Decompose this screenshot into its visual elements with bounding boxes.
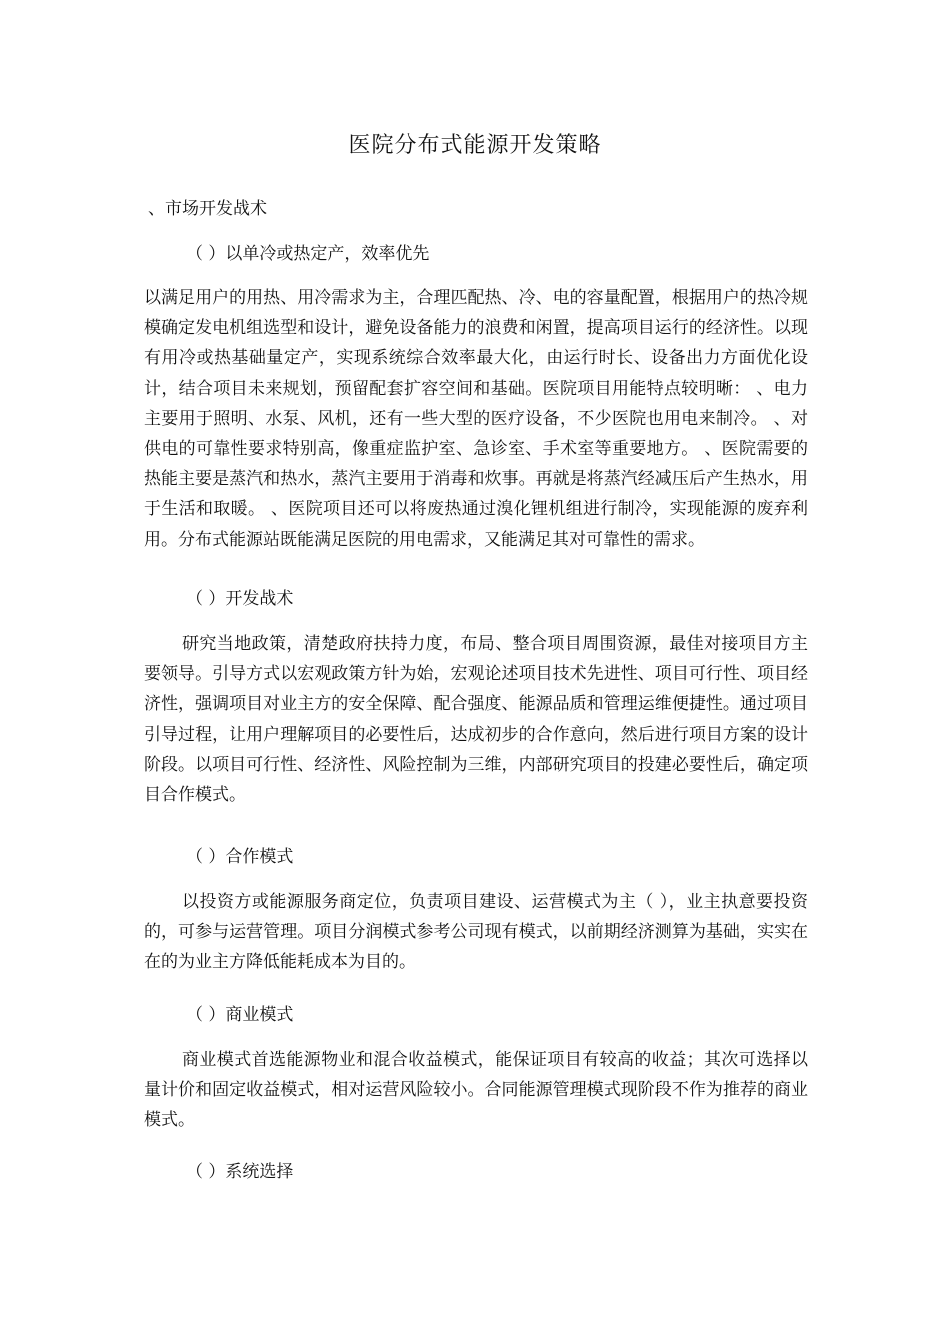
subsection-heading-production: （ ）以单冷或热定产，效率优先 [186,244,430,264]
subsection-heading-development: （ ）开发战术 [186,589,294,609]
paragraph-business-model: 商业模式首选能源物业和混合收益模式，能保证项目有较高的收益；其次可选择以量计价和固定收益模式，相对运营风险较小。合同能源管理模式现阶段不作为推荐的商业模式。 [144,1050,808,1131]
subsection-heading-cooperation: （ ）合作模式 [186,847,294,867]
paragraph-production: 以满足用户的用热、用冷需求为主，合理匹配热、冷、电的容量配置，根据用户的热冷规模确定发电机组选型和设计，避免设备能力的浪费和闲置，提高项目运行的经济性。以现有用冷或热基础量定产，实现系统综合效率最大化，由运行时长、设备出力方面优化设计，结合项目未来规划，预留配套扩容空间和基础。医院项目用能特点较明晰： 、电力主要用于照明、水泵、风机，还有一些大型的医疗设备，不少医院也用电来制冷。 、对供电的可靠性要求特别高，像重症监护室、急诊室、手术室等重要地方。 、医院需要的热能主要是蒸汽和热水，蒸汽主要用于消毒和炊事。再就是将蒸汽经减压后产生热水，用于生活和取暖。 、医院项目还可以将废热通过溴化锂机组进行制冷，实现能源的废弃利用。分布式能源站既能满足医院的用电需求，又能满足其对可靠性的需求。 [144,288,808,550]
subsection-heading-system-selection: （ ）系统选择 [186,1162,294,1182]
section-heading-market-tactics: 、市场开发战术 [148,199,267,219]
subsection-heading-business-model: （ ）商业模式 [186,1005,294,1025]
paragraph-development: 研究当地政策，清楚政府扶持力度，布局、整合项目周围资源，最佳对接项目方主要领导。引导方式以宏观政策方针为始，宏观论述项目技术先进性、项目可行性、项目经济性，强调项目对业主方的安全保障、配合强度、能源品质和管理运维便捷性。通过项目引导过程，让用户理解项目的必要性后，达成初步的合作意向，然后进行项目方案的设计阶段。以项目可行性、经济性、风险控制为三维，内部研究项目的投建必要性后，确定项目合作模式。 [144,634,808,806]
paragraph-cooperation: 以投资方或能源服务商定位，负责项目建设、运营模式为主（ ），业主执意要投资的，可参与运营管理。项目分润模式参考公司现有模式，以前期经济测算为基础，实实在在的为业主方降低能耗成本为目的。 [144,892,808,973]
document-title: 医院分布式能源开发策略 [348,133,602,158]
